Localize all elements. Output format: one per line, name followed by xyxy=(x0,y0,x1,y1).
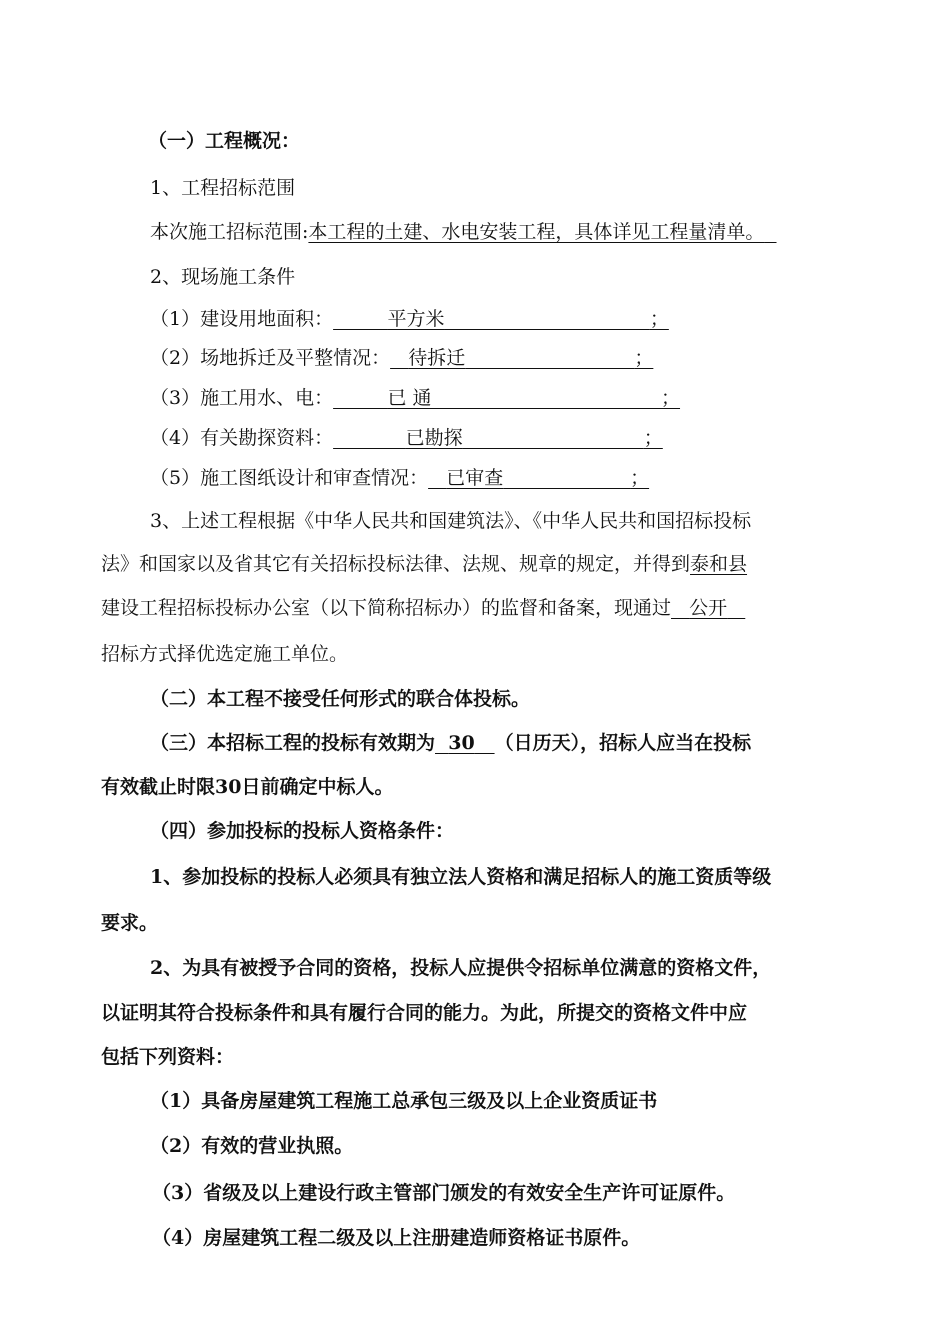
condition-value: 已 通 xyxy=(387,387,432,409)
condition-label: （5）施工图纸设计和审查情况： xyxy=(150,467,429,489)
condition-value: 待拆迁 xyxy=(408,347,466,369)
condition-label: （2）场地拆迁及平整情况： xyxy=(150,347,391,369)
condition-end: ； xyxy=(649,308,669,330)
doc-item: （1）具备房屋建筑工程施工总承包三级及以上企业资质证书 xyxy=(150,1090,658,1112)
item2-title: 2、现场施工条件 xyxy=(150,266,296,288)
doc-item: （4）房屋建筑工程二级及以上注册建造师资格证书原件。 xyxy=(152,1227,641,1249)
condition-row xyxy=(150,345,653,371)
section3-line1: （三）本招标工程的投标有效期为 30 （日历天），招标人应当在投标 xyxy=(150,732,752,754)
req1-line1: 1、参加投标的投标人必须具有独立法人资格和满足招标人的施工资质等级 xyxy=(150,866,772,888)
condition-label: （3）施工用水、电： xyxy=(150,387,334,409)
section1-heading: （一）工程概况： xyxy=(148,130,301,152)
section3-line2: 有效截止时限30日前确定中标人。 xyxy=(101,776,394,798)
req1-line2: 要求。 xyxy=(101,912,159,934)
condition-end: ； xyxy=(643,427,663,449)
condition-value: 已勘探 xyxy=(405,427,463,449)
condition-row xyxy=(150,385,680,411)
scope-line xyxy=(150,219,777,245)
condition-row xyxy=(150,425,663,451)
req2-line1: 2、为具有被授予合同的资格，投标人应提供令招标单位满意的资格文件， xyxy=(150,957,772,979)
condition-label: （1）建设用地面积： xyxy=(150,308,334,330)
condition-row xyxy=(150,465,649,491)
item3-line2: 法》和国家以及省其它有关招标投标法律、法规、规章的规定，并得到泰和县 xyxy=(101,553,748,575)
section4-heading: （四）参加投标的投标人资格条件： xyxy=(150,820,455,842)
condition-label: （4）有关勘探资料： xyxy=(150,427,334,449)
condition-end: ； xyxy=(630,467,650,489)
condition-end: ； xyxy=(661,387,681,409)
doc-item: （2）有效的营业执照。 xyxy=(150,1135,354,1157)
validity-days: 30 xyxy=(448,732,475,754)
condition-end: ； xyxy=(634,347,654,369)
county-name: 泰和县 xyxy=(690,553,748,575)
item3-line4: 招标方式择优选定施工单位。 xyxy=(101,643,349,665)
req2-line2: 以证明其符合投标条件和具有履行合同的能力。为此，所提交的资格文件中应 xyxy=(101,1002,748,1024)
condition-row xyxy=(150,306,669,332)
condition-value: 平方米 xyxy=(387,308,445,330)
section2-text: （二）本工程不接受任何形式的联合体投标。 xyxy=(150,688,531,710)
scope-value: 本工程的土建、水电安装工程，具体详见工程量清单。 xyxy=(308,221,765,243)
condition-value: 已审查 xyxy=(446,467,504,489)
item1-title: 1、工程招标范围 xyxy=(150,177,296,199)
item3-line3: 建设工程招标投标办公室（以下简称招标办）的监督和备案，现通过 公开 xyxy=(101,597,728,619)
req2-line3: 包括下列资料： xyxy=(101,1046,235,1068)
doc-item: （3）省级及以上建设行政主管部门颁发的有效安全生产许可证原件。 xyxy=(152,1182,736,1204)
bid-method: 公开 xyxy=(689,597,728,619)
item3-line1: 3、上述工程根据《中华人民共和国建筑法》、《中华人民共和国招标投标 xyxy=(150,510,752,532)
scope-label: 本次施工招标范围: xyxy=(150,221,309,243)
